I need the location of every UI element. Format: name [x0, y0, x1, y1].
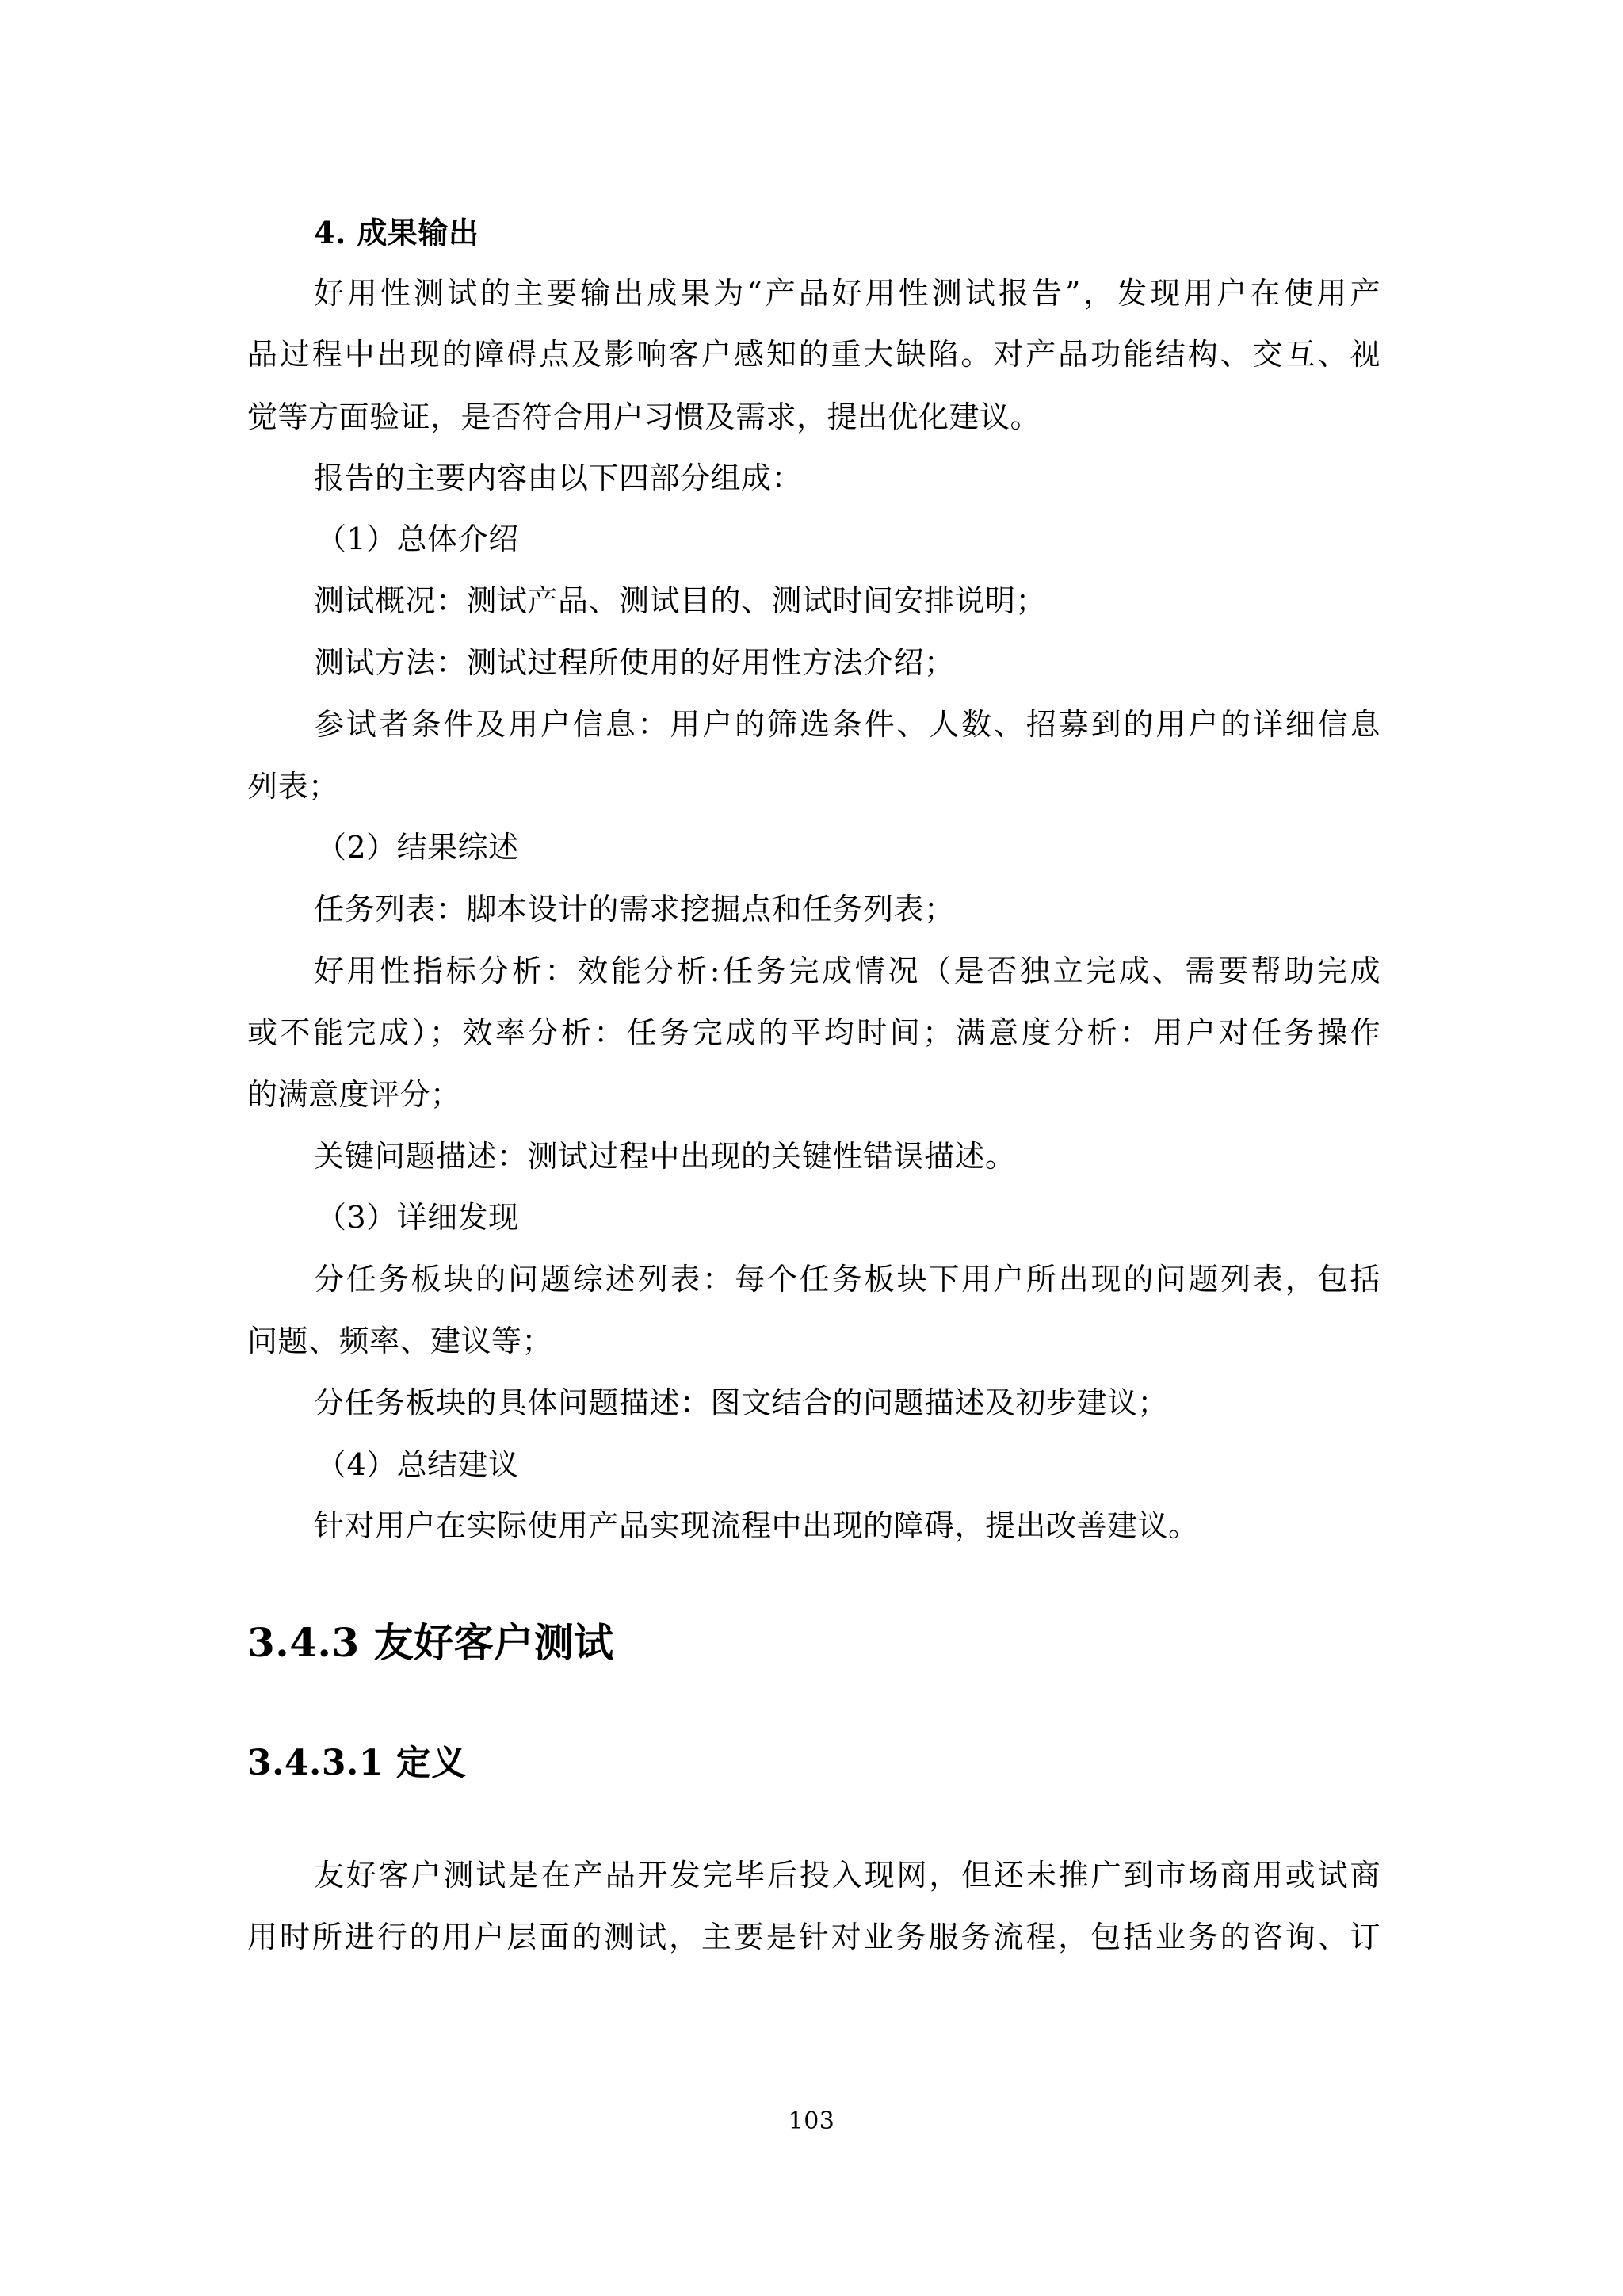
page-number: 103: [788, 2107, 835, 2135]
list-item: 分任务板块的具体问题描述：图文结合的问题描述及初步建议；: [314, 1385, 1169, 1420]
subsection-title: （1）总体介绍: [316, 521, 519, 556]
list-item: 关键问题描述：测试过程中出现的关键性错误描述。: [314, 1139, 1016, 1174]
list-item: 测试方法：测试过程所使用的好用性方法介绍；: [314, 645, 955, 680]
list-item-continued: 列表；: [247, 769, 339, 804]
list-item-continued: 的满意度评分；: [247, 1077, 461, 1112]
paragraph-line: 好用性测试的主要输出成果为“产品好用性测试报告”，发现用户在使用产: [314, 276, 1381, 311]
paragraph-line: 报告的主要内容由以下四部分组成：: [314, 460, 803, 495]
list-item: 分任务板块的问题综述列表：每个任务板块下用户所出现的问题列表，包括: [314, 1262, 1381, 1297]
subsection-title: （3）详细发现: [316, 1200, 519, 1235]
paragraph-line: 友好客户测试是在产品开发完毕后投入现网，但还未推广到市场商用或试商: [314, 1858, 1381, 1893]
paragraph-line: 用时所进行的用户层面的测试，主要是针对业务服务流程，包括业务的咨询、订: [247, 1920, 1381, 1954]
paragraph-line: 品过程中出现的障碍点及影响客户感知的重大缺陷。对产品功能结构、交互、视: [247, 337, 1381, 372]
list-item: 好用性指标分析：效能分析:任务完成情况（是否独立完成、需要帮助完成: [314, 953, 1381, 988]
paragraph-line: 觉等方面验证，是否符合用户习惯及需求，提出优化建议。: [247, 399, 1041, 434]
section-4-heading: 4. 成果输出: [314, 215, 479, 250]
list-item: 参试者条件及用户信息：用户的筛选条件、人数、招募到的用户的详细信息: [314, 707, 1381, 742]
list-item-continued: 或不能完成）；效率分析：任务完成的平均时间；满意度分析：用户对任务操作: [247, 1015, 1381, 1050]
section-heading-3-4-3: 3.4.3 友好客户测试: [247, 1619, 614, 1666]
list-item: 任务列表：脚本设计的需求挖掘点和任务列表；: [314, 892, 955, 926]
list-item-continued: 问题、频率、建议等；: [247, 1324, 553, 1358]
list-item: 测试概况：测试产品、测试目的、测试时间安排说明；: [314, 583, 1047, 618]
subsection-title: （4）总结建议: [316, 1447, 519, 1482]
section-heading-3-4-3-1: 3.4.3.1 定义: [247, 1743, 467, 1783]
subsection-title: （2）结果综述: [316, 830, 519, 865]
list-item: 针对用户在实际使用产品实现流程中出现的障碍，提出改善建议。: [314, 1508, 1199, 1543]
